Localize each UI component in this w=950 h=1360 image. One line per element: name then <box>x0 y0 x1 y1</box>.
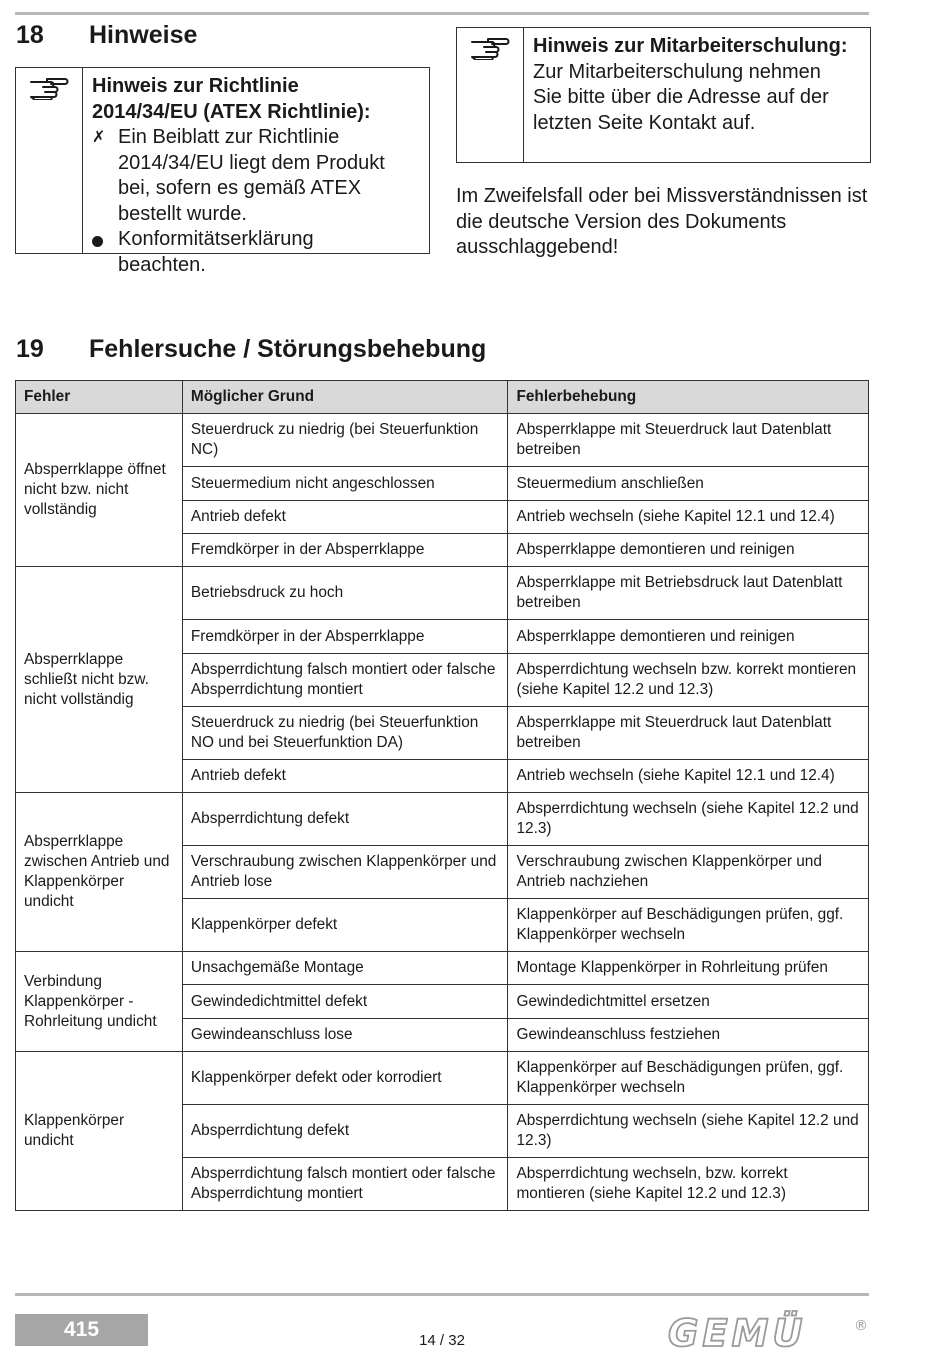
training-note-title: Hinweis zur Mitarbeiterschulung: <box>533 35 848 57</box>
grund-cell: Klappenkörper defekt <box>182 899 508 952</box>
atex-note-item-text: Ein Beiblatt zur Richtlinie 2014/34/EU liegt dem Produkt bei, sofern es gemäß ATEX bestellt wurde. <box>118 126 385 225</box>
cross-marker-icon: ✗ <box>92 129 106 146</box>
atex-note-icon-cell <box>16 68 83 253</box>
grund-cell: Unsachgemäße Montage <box>182 952 508 985</box>
atex-note-item-text: Konformitätserklärung beachten. <box>118 228 314 276</box>
behebung-cell: Absperrdichtung wechseln bzw. korrekt montieren (siehe Kapitel 12.2 und 12.3) <box>508 654 869 707</box>
bullet-dot-icon <box>92 236 103 247</box>
behebung-cell: Klappenkörper auf Beschädigungen prüfen, ggf. Klappenkörper wechseln <box>508 899 869 952</box>
table-row <box>16 567 869 620</box>
column-header-behebung: Fehlerbehebung <box>508 381 869 414</box>
training-note-text: Zur Mitarbeiterschulung nehmen Sie bitte über die Adresse auf der letzten Seite Kontakt auf. <box>533 60 829 134</box>
fehler-cell: Verbindung Klappenkörper - Rohrleitung undicht <box>16 952 183 1052</box>
behebung-cell: Absperrdichtung wechseln (siehe Kapitel 12.2 und 12.3) <box>508 793 869 846</box>
footer-rule <box>15 1293 869 1296</box>
behebung-cell: Montage Klappenkörper in Rohrleitung prüfen <box>508 952 869 985</box>
grund-cell: Gewindeanschluss lose <box>182 1019 508 1052</box>
pointing-hand-icon <box>29 76 69 100</box>
fehler-cell: Absperrklappe öffnet nicht bzw. nicht vollständig <box>16 414 183 567</box>
section-18-title: Hinweise <box>89 21 198 49</box>
behebung-cell: Gewindedichtmittel ersetzen <box>508 985 869 1019</box>
grund-cell: Steuermedium nicht angeschlossen <box>182 467 508 501</box>
behebung-cell: Klappenkörper auf Beschädigungen prüfen, ggf. Klappenkörper wechseln <box>508 1052 869 1105</box>
behebung-cell: Absperrklappe mit Steuerdruck laut Datenblatt betreiben <box>508 707 869 760</box>
table-row <box>16 952 869 985</box>
training-note-content <box>524 28 861 162</box>
atex-note-item <box>92 125 407 227</box>
behebung-cell: Absperrklappe demontieren und reinigen <box>508 534 869 567</box>
page-number: 14 / 32 <box>419 1332 465 1349</box>
section-19-title: Fehlersuche / Störungsbehebung <box>89 335 487 363</box>
behebung-cell: Verschraubung zwischen Klappenkörper und Antrieb nachziehen <box>508 846 869 899</box>
table-row <box>16 793 869 846</box>
column-header-grund: Möglicher Grund <box>182 381 508 414</box>
gemu-logo <box>668 1310 868 1359</box>
fehler-cell: Klappenkörper undicht <box>16 1052 183 1211</box>
fehler-cell: Absperrklappe schließt nicht bzw. nicht vollständig <box>16 567 183 793</box>
atex-note-item <box>92 227 407 278</box>
pointing-hand-icon <box>470 36 510 60</box>
logo-wordmark: GEMÜ <box>668 1312 807 1354</box>
behebung-cell: Antrieb wechseln (siehe Kapitel 12.1 und 12.4) <box>508 760 869 793</box>
grund-cell: Verschraubung zwischen Klappenkörper und Antrieb lose <box>182 846 508 899</box>
doubt-notice: Im Zweifelsfall oder bei Missverständnissen ist die deutsche Version des Dokuments ausschlaggebend! <box>456 185 868 258</box>
grund-cell: Absperrdichtung defekt <box>182 1105 508 1158</box>
atex-note-box <box>15 67 430 276</box>
section-19-number: 19 <box>16 335 44 363</box>
grund-cell: Fremdkörper in der Absperrklappe <box>182 534 508 567</box>
grund-cell: Steuerdruck zu niedrig (bei Steuerfunktion NO und bei Steuerfunktion DA) <box>182 707 508 760</box>
product-code-badge: 415 <box>15 1314 148 1346</box>
grund-cell: Antrieb defekt <box>182 760 508 793</box>
grund-cell: Gewindedichtmittel defekt <box>182 985 508 1019</box>
column-header-fehler: Fehler <box>16 381 183 414</box>
grund-cell: Absperrdichtung defekt <box>182 793 508 846</box>
grund-cell: Absperrdichtung falsch montiert oder falsche Absperrdichtung montiert <box>182 1158 508 1211</box>
grund-cell: Absperrdichtung falsch montiert oder falsche Absperrdichtung montiert <box>182 654 508 707</box>
table-row <box>16 414 869 467</box>
behebung-cell: Absperrklappe mit Steuerdruck laut Datenblatt betreiben <box>508 414 869 467</box>
grund-cell: Fremdkörper in der Absperrklappe <box>182 620 508 654</box>
top-rule <box>15 12 869 15</box>
grund-cell: Steuerdruck zu niedrig (bei Steuerfunktion NC) <box>182 414 508 467</box>
table-row <box>16 1052 869 1105</box>
grund-cell: Betriebsdruck zu hoch <box>182 567 508 620</box>
table-header-row <box>16 381 869 414</box>
training-note-box <box>456 27 871 163</box>
troubleshooting-table <box>15 380 869 1211</box>
atex-note-content <box>83 68 415 276</box>
behebung-cell: Absperrdichtung wechseln (siehe Kapitel 12.2 und 12.3) <box>508 1105 869 1158</box>
grund-cell: Klappenkörper defekt oder korrodiert <box>182 1052 508 1105</box>
fehler-cell: Absperrklappe zwischen Antrieb und Klappenkörper undicht <box>16 793 183 952</box>
atex-note-title: Hinweis zur Richtlinie 2014/34/EU (ATEX Richtlinie): <box>92 75 371 123</box>
behebung-cell: Absperrklappe demontieren und reinigen <box>508 620 869 654</box>
behebung-cell: Antrieb wechseln (siehe Kapitel 12.1 und 12.4) <box>508 501 869 534</box>
grund-cell: Antrieb defekt <box>182 501 508 534</box>
section-18-number: 18 <box>16 21 44 49</box>
behebung-cell: Steuermedium anschließen <box>508 467 869 501</box>
training-note-icon-cell <box>457 28 524 162</box>
behebung-cell: Gewindeanschluss festziehen <box>508 1019 869 1052</box>
behebung-cell: Absperrdichtung wechseln, bzw. korrekt montieren (siehe Kapitel 12.2 und 12.3) <box>508 1158 869 1211</box>
behebung-cell: Absperrklappe mit Betriebsdruck laut Datenblatt betreiben <box>508 567 869 620</box>
registered-mark: ® <box>854 1318 868 1334</box>
